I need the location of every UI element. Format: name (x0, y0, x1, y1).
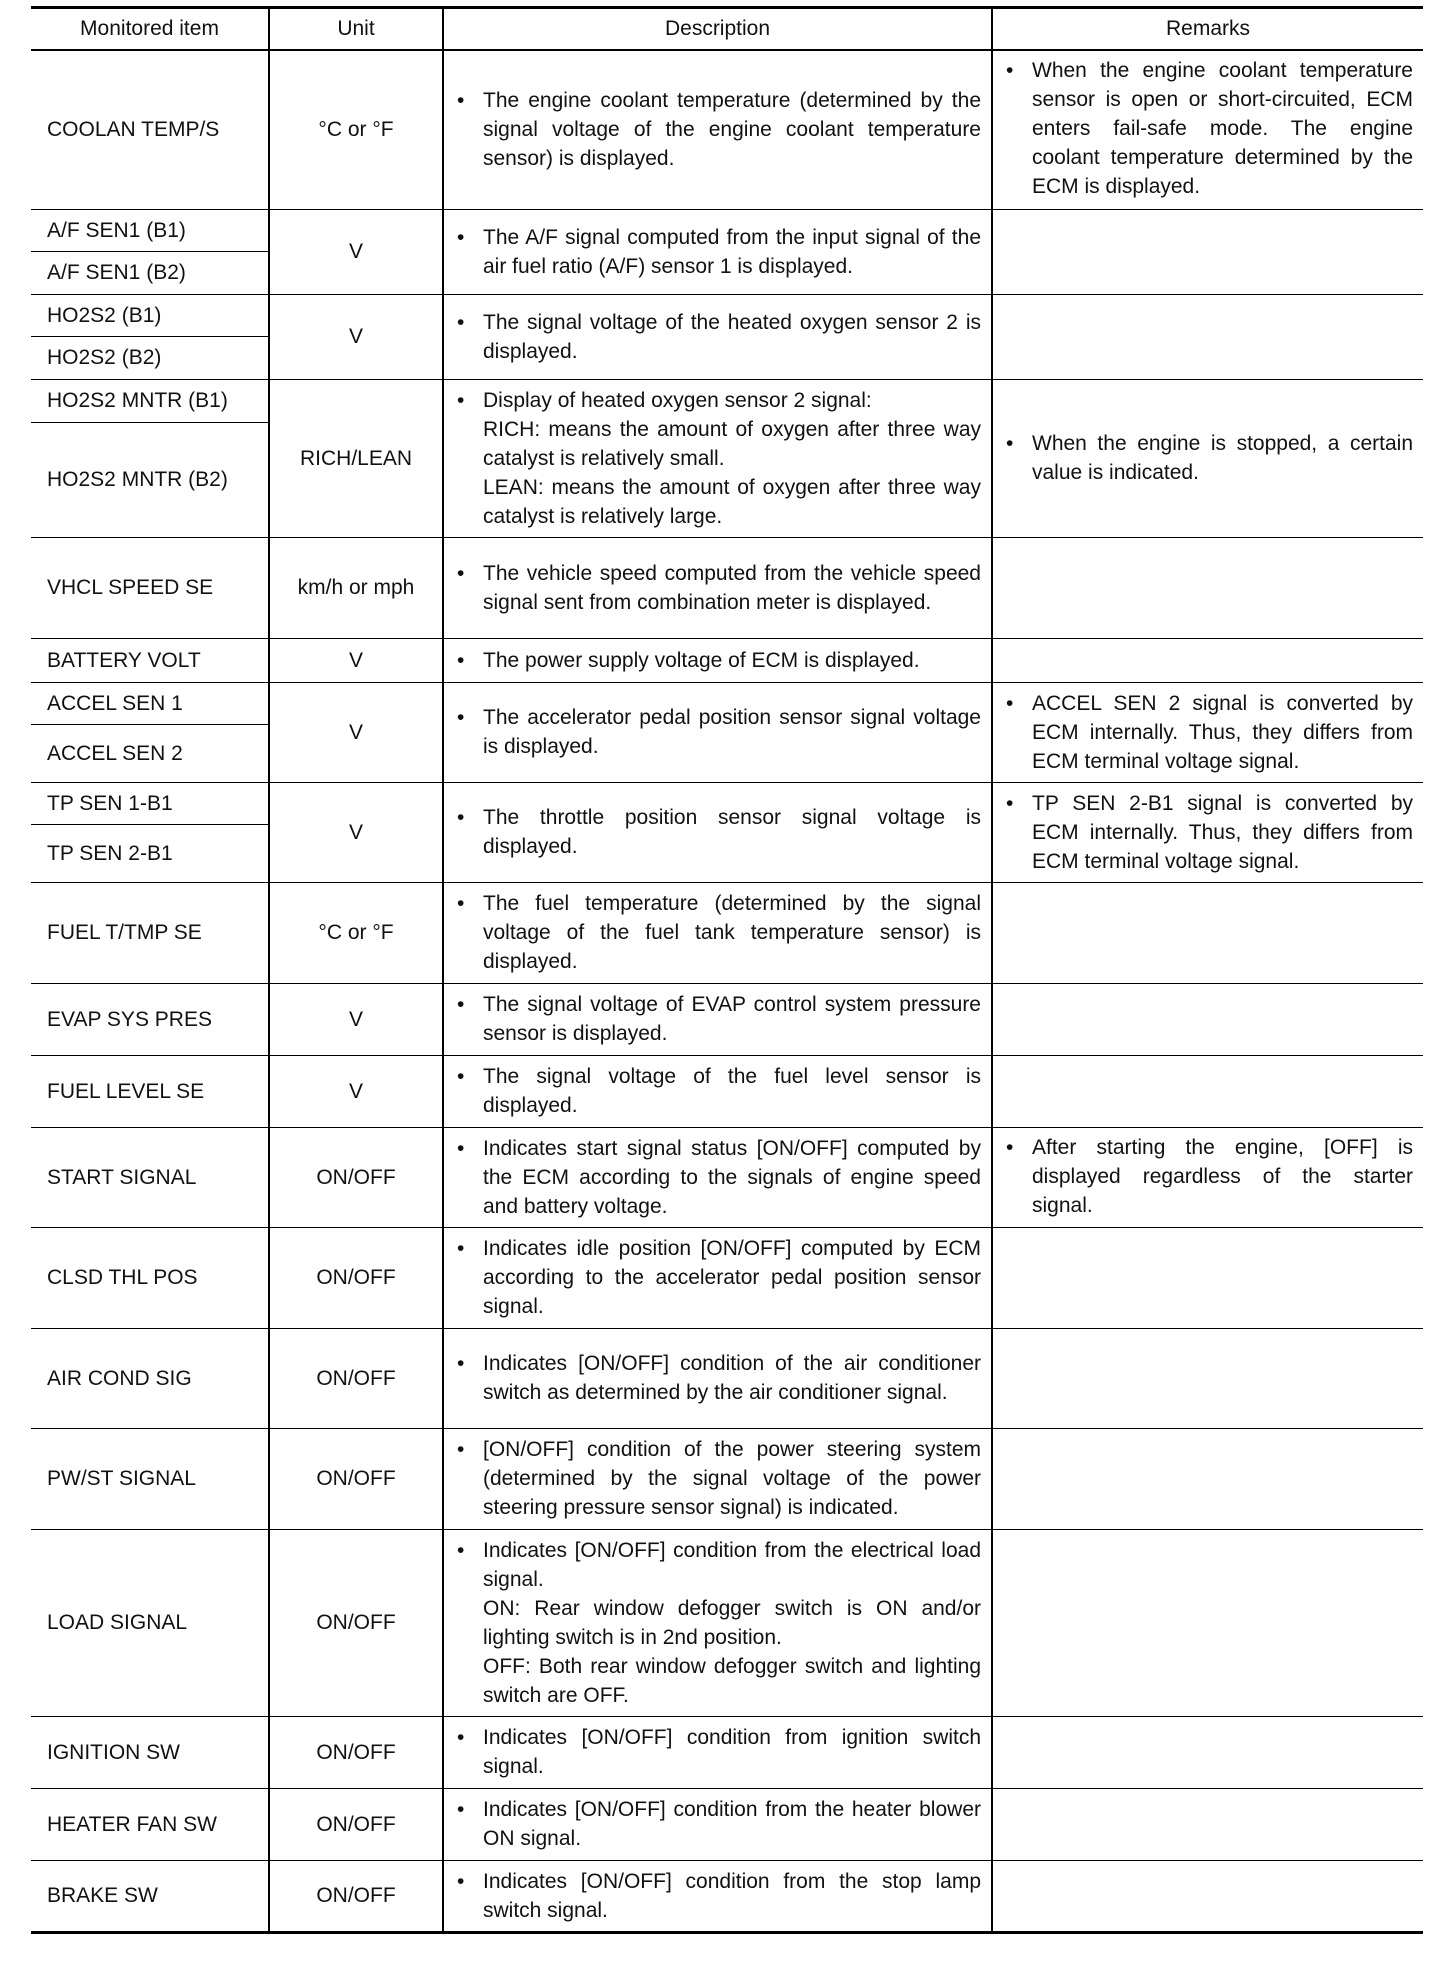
bullet: • (457, 310, 465, 334)
description (443, 782, 992, 882)
unit: V (269, 209, 443, 294)
bullet: • (457, 1726, 465, 1749)
monitored-item: HEATER FAN SW (31, 1788, 269, 1860)
bullet: • (457, 561, 465, 585)
table-row (31, 882, 1423, 983)
unit: ON/OFF (269, 1860, 443, 1932)
description (443, 1227, 992, 1328)
unit: V (269, 983, 443, 1055)
remarks (992, 50, 1423, 209)
remarks (992, 209, 1423, 294)
remarks (992, 1328, 1423, 1428)
bullet: • (457, 225, 465, 249)
remarks-text: TP SEN 2-B1 signal is converted by ECM internally. Thus, they differs from ECM terminal voltage signal. (1032, 791, 1413, 873)
unit: °C or °F (269, 50, 443, 209)
bullet: • (457, 388, 465, 412)
description-text: [ON/OFF] condition of the power steering system (determined by the signal voltage of the power steering pressure sensor signal) is indicated. (483, 1438, 981, 1519)
monitored-item: FUEL LEVEL SE (31, 1055, 269, 1127)
remarks (992, 294, 1423, 379)
description-text: The fuel temperature (determined by the signal voltage of the fuel tank temperature sensor) is displayed. (483, 892, 981, 973)
bullet: • (457, 1438, 465, 1461)
description (443, 1788, 992, 1860)
table-row (31, 209, 1423, 251)
monitored-item: LOAD SIGNAL (31, 1529, 269, 1716)
header-row (31, 8, 1423, 51)
bullet: • (457, 1352, 465, 1375)
remarks (992, 1788, 1423, 1860)
table-row (31, 50, 1423, 209)
table-row (31, 1328, 1423, 1428)
monitored-item: ACCEL SEN 2 (31, 724, 269, 782)
description (443, 1055, 992, 1127)
remarks (992, 1860, 1423, 1932)
description-line: LEAN: means the amount of oxygen after three way catalyst is relatively large. (483, 475, 981, 528)
unit: RICH/LEAN (269, 379, 443, 537)
description-line: ON: Rear window defogger switch is ON and/or lighting switch is in 2nd position. (483, 1596, 981, 1649)
unit: ON/OFF (269, 1328, 443, 1428)
monitored-item: CLSD THL POS (31, 1227, 269, 1328)
table-row (31, 1127, 1423, 1227)
remarks (992, 379, 1423, 537)
remarks (992, 983, 1423, 1055)
description (443, 537, 992, 638)
remarks-text: After starting the engine, [OFF] is displayed regardless of the starter signal. (1032, 1135, 1413, 1217)
remarks (992, 1716, 1423, 1788)
monitored-item: IGNITION SW (31, 1716, 269, 1788)
table-row (31, 638, 1423, 682)
table-row (31, 782, 1423, 824)
description (443, 1716, 992, 1788)
description-text (483, 1536, 981, 1710)
unit: V (269, 1055, 443, 1127)
remarks (992, 882, 1423, 983)
description-text: The accelerator pedal position sensor signal voltage is displayed. (483, 706, 981, 758)
description-text: Indicates idle position [ON/OFF] computed by ECM according to the accelerator pedal position sensor signal. (483, 1237, 981, 1318)
description-line: RICH: means the amount of oxygen after three way catalyst is relatively small. (483, 417, 981, 470)
description (443, 1127, 992, 1227)
unit: V (269, 682, 443, 782)
description-text: The throttle position sensor signal voltage is displayed. (483, 806, 981, 858)
monitored-item: PW/ST SIGNAL (31, 1428, 269, 1529)
bullet: • (457, 1798, 465, 1821)
unit: ON/OFF (269, 1127, 443, 1227)
header-monitored-item: Monitored item (31, 8, 269, 51)
bullet: • (457, 648, 465, 672)
bullet: • (1006, 691, 1014, 715)
description-text: Indicates [ON/OFF] condition from the stop lamp switch signal. (483, 1869, 981, 1922)
table-row (31, 1055, 1423, 1127)
table-row (31, 1227, 1423, 1328)
description (443, 1860, 992, 1932)
unit: V (269, 638, 443, 682)
bullet: • (457, 892, 465, 915)
table-row (31, 1860, 1423, 1932)
monitor-item-table (31, 6, 1423, 1934)
description-text (483, 386, 981, 531)
unit: km/h or mph (269, 537, 443, 638)
description-text: Indicates [ON/OFF] condition from the heater blower ON signal. (483, 1798, 981, 1850)
monitored-item: TP SEN 1-B1 (31, 782, 269, 824)
description-text: Indicates start signal status [ON/OFF] computed by the ECM according to the signals of engine speed and battery voltage. (483, 1136, 981, 1218)
monitored-item: AIR COND SIG (31, 1328, 269, 1428)
description (443, 1428, 992, 1529)
unit: ON/OFF (269, 1529, 443, 1716)
table-row (31, 379, 1423, 422)
remarks (992, 1055, 1423, 1127)
remarks (992, 638, 1423, 682)
description (443, 682, 992, 782)
data-table (31, 6, 1423, 1934)
remarks-text: When the engine coolant temperature sensor is open or short-circuited, ECM enters fail-safe mode. The engine coolant temperature determined by the ECM is displayed. (1032, 59, 1413, 198)
description-line: Indicates [ON/OFF] condition from the electrical load signal. (483, 1538, 981, 1591)
monitored-item: EVAP SYS PRES (31, 983, 269, 1055)
description-text: The signal voltage of EVAP control system pressure sensor is displayed. (483, 993, 981, 1045)
table-row (31, 294, 1423, 336)
description-text: The power supply voltage of ECM is displayed. (483, 648, 920, 672)
description-text: The signal voltage of the fuel level sensor is displayed. (483, 1065, 981, 1117)
unit: ON/OFF (269, 1716, 443, 1788)
description (443, 209, 992, 294)
remarks-text: ACCEL SEN 2 signal is converted by ECM internally. Thus, they differs from ECM terminal voltage signal. (1032, 691, 1413, 773)
unit: V (269, 294, 443, 379)
bullet: • (1006, 791, 1014, 815)
remarks (992, 1428, 1423, 1529)
monitored-item: COOLAN TEMP/S (31, 50, 269, 209)
remarks (992, 782, 1423, 882)
bullet: • (457, 1538, 465, 1562)
remarks-text: When the engine is stopped, a certain value is indicated. (1032, 432, 1413, 484)
description-text: Indicates [ON/OFF] condition from ignition switch signal. (483, 1726, 981, 1778)
description (443, 882, 992, 983)
monitored-item: ACCEL SEN 1 (31, 682, 269, 724)
description (443, 638, 992, 682)
remarks (992, 1127, 1423, 1227)
unit: ON/OFF (269, 1227, 443, 1328)
description-text: The signal voltage of the heated oxygen sensor 2 is displayed. (483, 310, 981, 363)
header-unit: Unit (269, 8, 443, 51)
bullet: • (1006, 59, 1014, 82)
bullet: • (457, 993, 465, 1016)
monitored-item: VHCL SPEED SE (31, 537, 269, 638)
monitored-item: FUEL T/TMP SE (31, 882, 269, 983)
description (443, 50, 992, 209)
bullet: • (457, 89, 465, 113)
monitored-item: BATTERY VOLT (31, 638, 269, 682)
remarks (992, 682, 1423, 782)
monitored-item: BRAKE SW (31, 1860, 269, 1932)
monitored-item: A/F SEN1 (B2) (31, 251, 269, 294)
monitored-item: HO2S2 MNTR (B2) (31, 422, 269, 537)
description (443, 294, 992, 379)
bullet: • (457, 806, 465, 829)
monitored-item: HO2S2 (B1) (31, 294, 269, 336)
table-row (31, 1788, 1423, 1860)
bullet: • (1006, 432, 1014, 455)
remarks (992, 537, 1423, 638)
table-row (31, 1529, 1423, 1716)
remarks (992, 1227, 1423, 1328)
unit: °C or °F (269, 882, 443, 983)
unit: ON/OFF (269, 1788, 443, 1860)
bullet: • (457, 1136, 465, 1160)
description-line: Display of heated oxygen sensor 2 signal: (483, 388, 872, 412)
description (443, 1529, 992, 1716)
remarks (992, 1529, 1423, 1716)
bullet: • (457, 1065, 465, 1088)
description-text: The vehicle speed computed from the vehicle speed signal sent from combination meter is displayed. (483, 561, 981, 614)
table-row (31, 983, 1423, 1055)
bullet: • (1006, 1135, 1014, 1159)
bullet: • (457, 706, 465, 729)
monitored-item: START SIGNAL (31, 1127, 269, 1227)
description (443, 1328, 992, 1428)
description-text: The engine coolant temperature (determined by the signal voltage of the engine coolant temperature sensor) is displayed. (483, 89, 981, 171)
table-row (31, 682, 1423, 724)
unit: ON/OFF (269, 1428, 443, 1529)
header-description: Description (443, 8, 992, 51)
monitored-item: HO2S2 (B2) (31, 336, 269, 379)
bullet: • (457, 1237, 465, 1260)
table-row (31, 1428, 1423, 1529)
monitored-item: TP SEN 2-B1 (31, 824, 269, 882)
description-text: Indicates [ON/OFF] condition of the air conditioner switch as determined by the air conditioner signal. (483, 1352, 981, 1404)
bullet: • (457, 1869, 465, 1893)
header-remarks: Remarks (992, 8, 1423, 51)
description-text: The A/F signal computed from the input signal of the air fuel ratio (A/F) sensor 1 is displayed. (483, 225, 981, 278)
description (443, 379, 992, 537)
unit: V (269, 782, 443, 882)
table-row (31, 1716, 1423, 1788)
monitored-item: A/F SEN1 (B1) (31, 209, 269, 251)
description-line: OFF: Both rear window defogger switch and lighting switch are OFF. (483, 1654, 981, 1707)
monitored-item: HO2S2 MNTR (B1) (31, 379, 269, 422)
description (443, 983, 992, 1055)
table-row (31, 537, 1423, 638)
